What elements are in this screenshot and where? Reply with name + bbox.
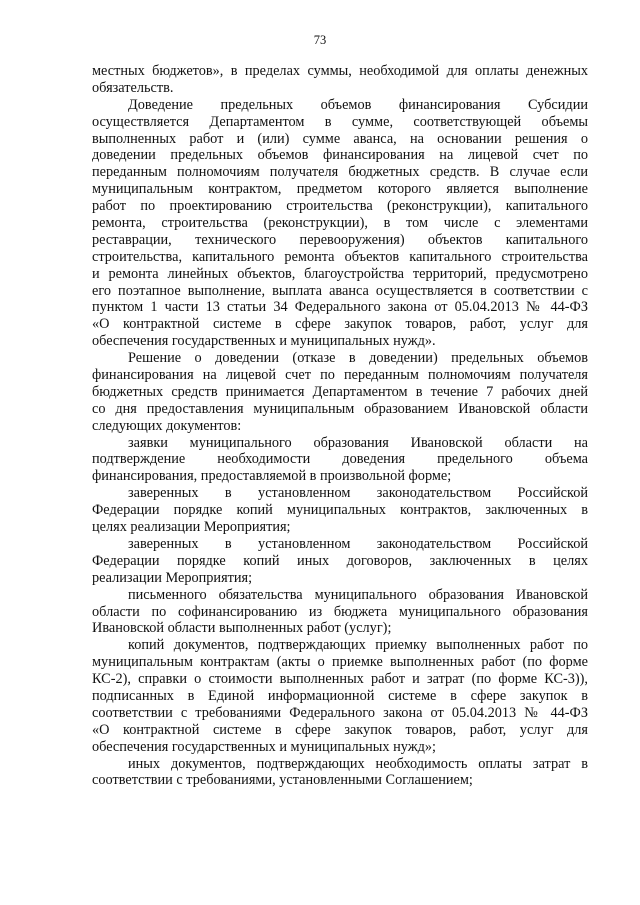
text-line: обеспечения государственных и муниципальных нужд»;	[92, 738, 436, 755]
text-line: заверенных в установленном законодательством Российской	[128, 485, 588, 502]
text-line: финансирования на лицевой счет по переданным полномочиям получателя	[92, 367, 588, 384]
text-line: целях реализации Мероприятия;	[92, 519, 291, 536]
text-line: финансирования, предоставляемой в произвольной форме;	[92, 468, 452, 485]
text-line: письменного обязательства муниципального образования Ивановской	[128, 586, 588, 603]
text-line: осуществляется Департаментом в сумме, соответствующей объемы	[92, 113, 588, 130]
text-line: реставрации, технического перевооружения) объектов капитального	[92, 231, 588, 248]
text-line: и ремонта линейных объектов, благоустройства территорий, предусмотрено	[92, 265, 588, 282]
text-line: обеспечения государственных и муниципальных нужд».	[92, 333, 436, 350]
text-line: соответствии с требованиями, установленными Соглашением;	[92, 772, 473, 789]
text-line: муниципальным контрактам (акты о приемке выполненных работ (по форме	[92, 654, 588, 671]
text-line: копий документов, подтверждающих приемку выполненных работ по	[128, 637, 588, 654]
text-line: КС-2), справки о стоимости выполненных работ и затрат (по форме КС-3)),	[92, 671, 588, 688]
text-line: Федерации порядке копий муниципальных контрактов, заключенных в	[92, 502, 588, 519]
text-line: подписанных в Единой информационной системе в сфере закупок в	[92, 687, 588, 704]
text-line: работ по проектированию строительства (реконструкции), капитального	[92, 198, 588, 215]
text-line: бюджетных средств принимается Департаментом в течение 7 рабочих дней	[92, 383, 588, 400]
text-line: обязательств.	[92, 79, 174, 96]
text-line: следующих документов:	[92, 417, 242, 434]
text-line: переданным полномочиям получателя бюджетных средств. В случае если	[92, 164, 588, 181]
text-line: соответствии с требованиями Федерального закона от 05.04.2013 № 44-ФЗ	[92, 704, 588, 721]
text-line: Федерации порядке копий иных договоров, заключенных в целях	[92, 552, 588, 569]
text-line: местных бюджетов», в пределах суммы, необходимой для оплаты денежных	[92, 63, 588, 79]
text-line: выполненных работ и (или) сумме аванса, на основании решения о	[92, 130, 588, 147]
text-line: заявки муниципального образования Ивановской области на	[128, 434, 588, 451]
page-number: 73	[313, 33, 327, 47]
text-line: доведении предельных объемов финансирования на лицевой счет по	[92, 147, 588, 164]
text-line: иных документов, подтверждающих необходимость оплаты затрат в	[128, 755, 588, 772]
text-line: со дня предоставления муниципальным образованием Ивановской области	[92, 400, 588, 417]
text-line: муниципальным контрактом, предметом которого является выполнение	[92, 181, 588, 198]
text-line: строительства, капитального ремонта объектов капитального строительства	[92, 248, 588, 265]
text-line: заверенных в установленном законодательством Российской	[128, 535, 588, 552]
text-line: «О контрактной системе в сфере закупок товаров, работ, услуг для	[92, 316, 588, 333]
text-line: подтверждение необходимости доведения предельного объема	[92, 451, 588, 468]
text-line: Доведение предельных объемов финансирования Субсидии	[128, 96, 588, 113]
text-line: пунктом 1 части 13 статьи 34 Федерального закона от 05.04.2013 № 44-ФЗ	[92, 299, 588, 316]
text-line: области по софинансированию из бюджета муниципального образования	[92, 603, 588, 620]
text-line: ремонта, строительства (реконструкции), в том числе с элементами	[92, 215, 588, 232]
text-line: его поэтапное выполнение, выплата аванса осуществляется в соответствии с	[92, 282, 588, 299]
text-line: реализации Мероприятия;	[92, 569, 253, 586]
text-line: «О контрактной системе в сфере закупок товаров, работ, услуг для	[92, 721, 588, 738]
text-line: Ивановской области выполненных работ (услуг);	[92, 620, 392, 637]
text-line: Решение о доведении (отказе в доведении) предельных объемов	[128, 350, 588, 367]
document-body	[92, 63, 588, 789]
